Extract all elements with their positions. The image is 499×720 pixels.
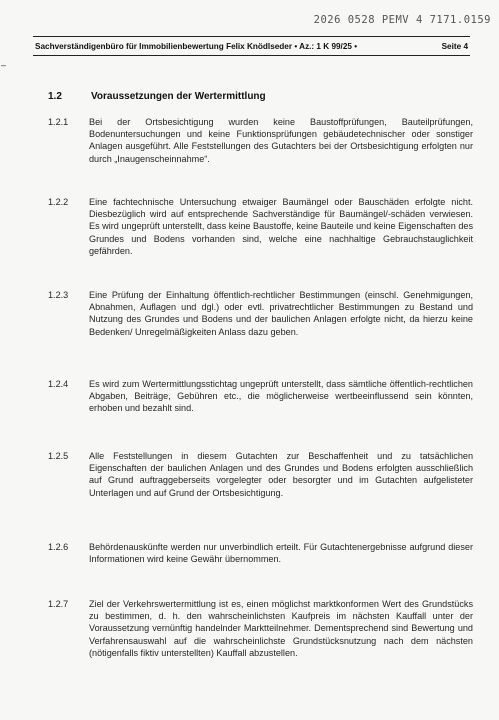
paragraph-number: 1.2.4 (48, 379, 69, 389)
paragraph-text: Es wird zum Wertermittlungsstichtag ungeprüft unterstellt, dass sämtliche öffentlich-rechtlichen Abgaben, Beiträge, Gebühren etc., die möglicherweise wertbeeinflussend sein könnten, erhoben und bezahlt sind. (89, 379, 473, 414)
section-number: 1.2 (48, 91, 62, 102)
paragraph-item (48, 450, 473, 499)
paragraph-number: 1.2.1 (48, 117, 69, 127)
paragraph-text: Bei der Ortsbesichtigung wurden keine Baustoffprüfungen, Bauteilprüfungen, Bodenuntersuchungen und keine Funktionsprüfungen gebäudetechnischer oder sonstiger Anlagen ausgeführt. Alle Feststellungen des Gutachters bei der Ortsbesichtigung erfolgten nur durch „Inaugenscheinnahme“. (89, 117, 473, 164)
section-title: Voraussetzungen der Wertermittlung (91, 91, 266, 102)
paragraph-text: Eine Prüfung der Einhaltung öffentlich-rechtlicher Bestimmungen (einschl. Genehmigungen, Abnahmen, Auflagen und dgl.) oder evtl. privatrechtlicher Bestimmungen zu Bestand und Nutzung des Grundes und Bodens und der baulichen Anlagen erfolgte nicht, da hierzu keine Bedenken/ Unregelmäßigkeiten Anlass dazu geben. (89, 290, 473, 337)
paragraph-item (48, 116, 473, 165)
header-office-reference: Sachverständigenbüro für Immobilienbewertung Felix Knödlseder • Az.: 1 K 99/25 • (35, 42, 358, 51)
paragraph-text: Eine fachtechnische Untersuchung etwaiger Baumängel oder Bauschäden erfolgte nicht. Diesbezüglich wird auf entsprechende Sachverständige für Baumängel/-schäden verwiesen. Es wird ungeprüft unterstellt, dass keine Baustoffe, keine Bauteile und keine Eigenschaften des Grundes und Bodens vorhanden sind, welche eine nachhaltige Gebrauchstauglichkeit gefährden. (89, 197, 473, 256)
paragraph-item (48, 378, 473, 415)
paragraph-number: 1.2.5 (48, 451, 69, 461)
section-heading (48, 91, 266, 102)
archive-stamp: 2026 0528 PEMV 4 7171.0159 (313, 14, 491, 26)
paragraph-text: Ziel der Verkehrswertermittlung ist es, einen möglichst marktkonformen Wert des Grundstücks zu bestimmen, d. h. den wahrscheinlichsten Kaufpreis im nächsten Kauffall unter der Voraussetzung vernünftig handelnder Marktteilnehmer. Dementsprechend sind Bewertung und Verfahrensauswahl auf die wahrscheinlichste Grundstücksnutzung nach dem nächsten (nötigenfalls fiktiv unterstellten) Kauffall abzustellen. (89, 599, 473, 658)
paragraph-text: Behördenauskünfte werden nur unverbindlich erteilt. Für Gutachtenergebnisse aufgrund dieser Informationen wird keine Gewähr übernommen. (89, 542, 473, 565)
punch-mark: – (1, 60, 7, 70)
paragraph-number: 1.2.7 (48, 599, 69, 609)
page-number: Seite 4 (441, 42, 468, 51)
paragraph-item (48, 598, 473, 659)
paragraph-item (48, 196, 473, 257)
paragraph-text: Alle Feststellungen in diesem Gutachten zur Beschaffenheit und zu tatsächlichen Eigenschaften der baulichen Anlagen und des Grundes und Bodens erfolgten ausschließlich auf Grund auftraggeberseits vorgelegter oder besorgter und im Gutachten aufgelisteter Unterlagen und auf Grund der Ortsbesichtigung. (89, 451, 473, 498)
paragraph-item (48, 541, 473, 565)
page-header (33, 36, 470, 56)
paragraph-item (48, 289, 473, 338)
paragraph-number: 1.2.2 (48, 197, 69, 207)
paragraph-number: 1.2.6 (48, 542, 69, 552)
paragraph-number: 1.2.3 (48, 290, 69, 300)
